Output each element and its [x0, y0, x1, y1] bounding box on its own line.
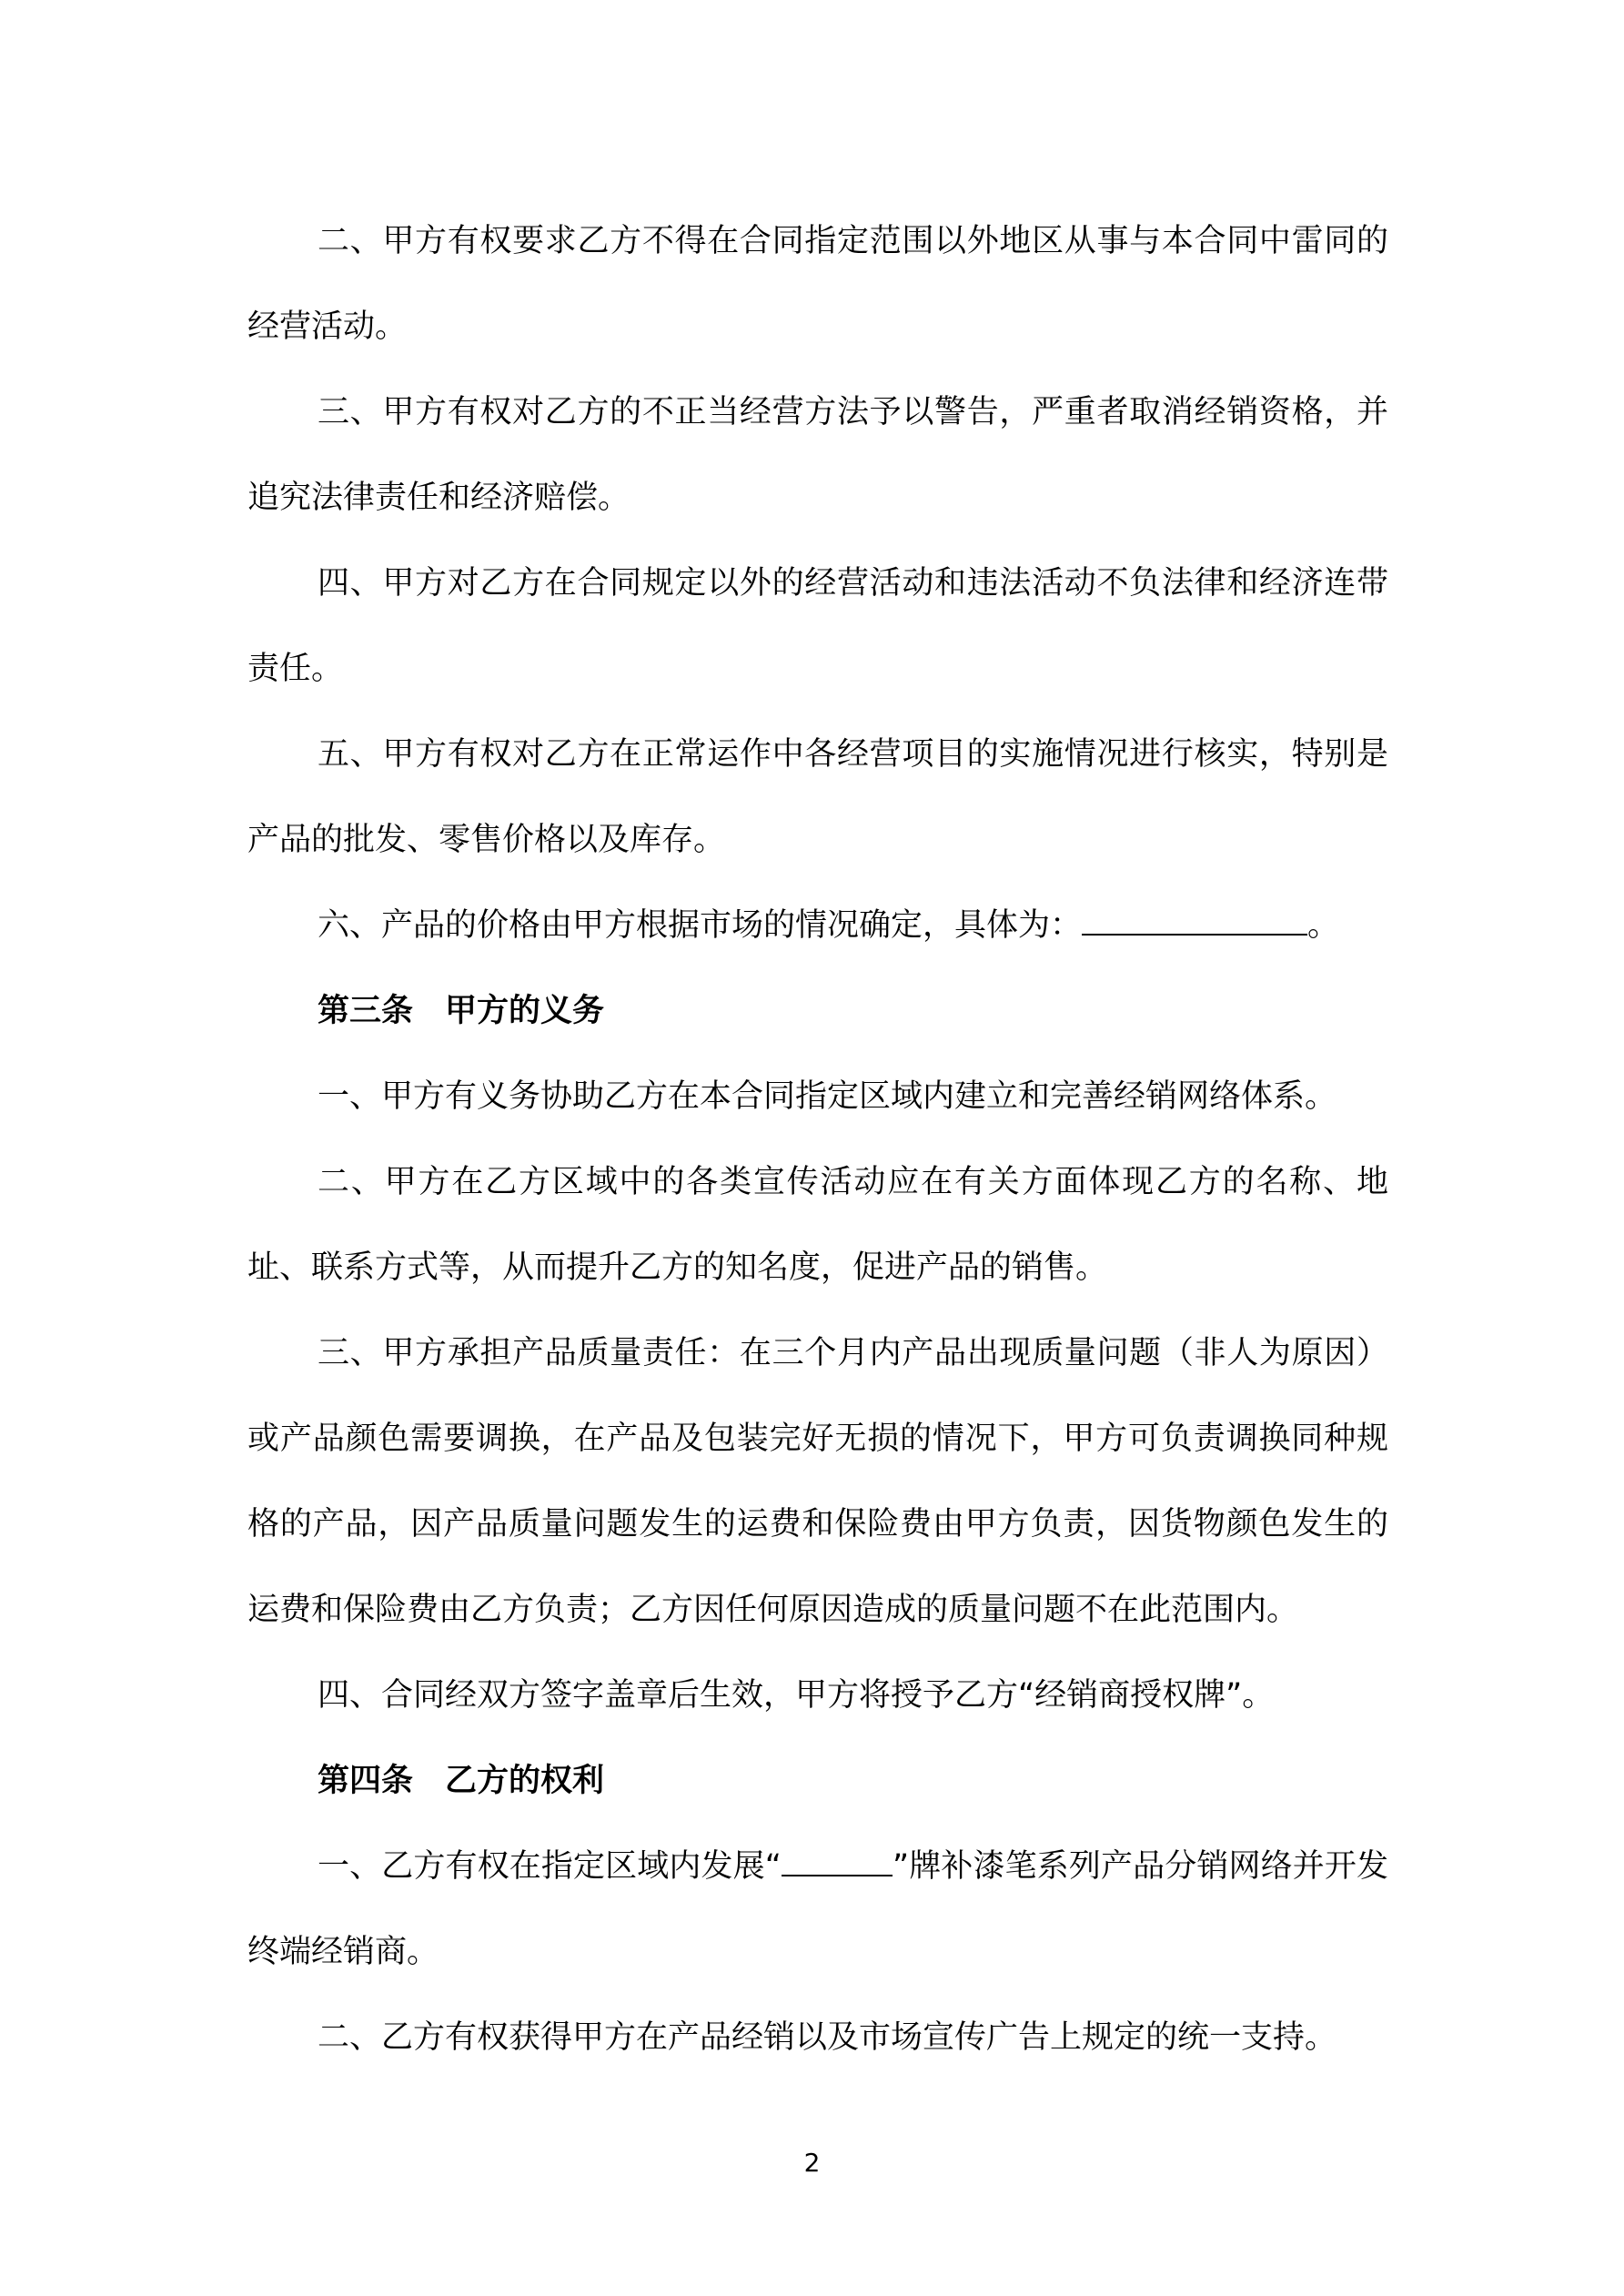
article-3-item: 一、甲方有义务协助乙方在本合同指定区域内建立和完善经销网络体系。 [318, 1078, 1337, 1115]
brand-blank [782, 1847, 893, 1876]
paragraph: 四、甲方对乙方在合同规定以外的经营活动和违法活动不负法律和经济连带责任。 [247, 565, 1388, 687]
paragraph: 三、甲方有权对乙方的不正当经营方法予以警告，严重者取消经销资格，并追究法律责任和经济赔偿。 [247, 394, 1388, 516]
article-3-item: 三、甲方承担产品质量责任：在三个月内产品出现质量问题（非人为原因）或产品颜色需要调换，在产品及包装完好无损的情况下，甲方可负责调换同种规格的产品，因产品质量问题发生的运费和保险费由甲方负责，因货物颜色发生的运费和保险费由乙方负责；乙方因任何原因造成的质量问题不在此范围内。 [247, 1335, 1388, 1628]
page-number: 2 [803, 2148, 821, 2178]
paragraph: 二、甲方有权要求乙方不得在合同指定范围以外地区从事与本合同中雷同的经营活动。 [247, 223, 1388, 345]
article-3-heading: 第三条 甲方的义务 [318, 993, 605, 1029]
price-clause-text: 六、产品的价格由甲方根据市场的情况确定，具体为： [318, 907, 1083, 944]
article-4-heading: 第四条 乙方的权利 [318, 1763, 605, 1799]
article-3-item: 四、合同经双方签字盖章后生效，甲方将授予乙方“经销商授权牌”。 [318, 1677, 1275, 1714]
brand-clause-end: ”牌补漆笔系列产品分销网络并开发终端经销商。 [247, 1848, 1388, 1970]
price-clause [247, 883, 1388, 968]
price-blank [1082, 906, 1307, 936]
brand-clause-text: 一、乙方有权在指定区域内发展“ [318, 1848, 782, 1885]
price-clause-end: 。 [1307, 907, 1340, 944]
article-3-item: 二、甲方在乙方区域中的各类宣传活动应在有关方面体现乙方的名称、地址、联系方式等，从而提升乙方的知名度，促进产品的销售。 [247, 1164, 1388, 1286]
paragraph: 五、甲方有权对乙方在正常运作中各经营项目的实施情况进行核实，特别是产品的批发、零售价格以及库存。 [247, 736, 1388, 858]
article-4-item [247, 1824, 1388, 1995]
article-4-item: 二、乙方有权获得甲方在产品经销以及市场宣传广告上规定的统一支持。 [318, 2019, 1337, 2056]
document-page [247, 198, 1388, 2080]
